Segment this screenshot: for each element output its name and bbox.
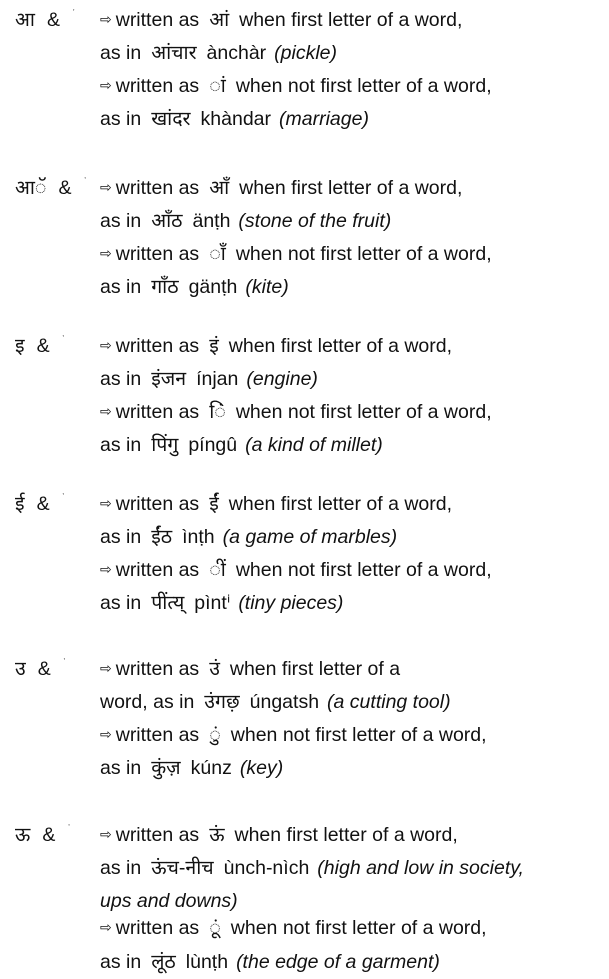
anusvara-dot: ˑ bbox=[83, 173, 87, 187]
vowel-letter: आॅ bbox=[15, 177, 47, 199]
arrow-right-icon: ⇨ bbox=[100, 495, 112, 511]
example-meaning: (a kind of millet) bbox=[245, 434, 383, 456]
arrow-right-icon: ⇨ bbox=[100, 726, 112, 742]
example-prefix: as in bbox=[100, 108, 142, 130]
rule-prefix: written as bbox=[115, 335, 200, 357]
vowel-letter: ऊ bbox=[15, 824, 31, 846]
rule-prefix: written as bbox=[115, 75, 200, 97]
example-first-letter bbox=[100, 690, 451, 714]
example-prefix: as in bbox=[100, 42, 142, 64]
example-devanagari: ईंठ bbox=[151, 526, 173, 548]
nasal-sign: ां bbox=[209, 75, 226, 97]
nasal-sign: इं bbox=[209, 335, 219, 357]
arrow-right-icon: ⇨ bbox=[100, 77, 112, 93]
example-devanagari: इंजन bbox=[151, 368, 187, 390]
example-first-letter bbox=[100, 367, 318, 391]
example-transliteration: kúnz bbox=[190, 757, 232, 779]
rule-not-first-letter bbox=[100, 723, 487, 747]
rule-prefix: written as bbox=[115, 177, 200, 199]
nasal-sign: आँ bbox=[209, 177, 230, 199]
nasal-sign: आं bbox=[209, 9, 230, 31]
example-meaning: (the edge of a garment) bbox=[236, 951, 440, 973]
rule-first-letter bbox=[100, 8, 462, 32]
example-transliteration: pìntⁱ bbox=[194, 592, 231, 614]
example-transliteration: ùnch-nìch bbox=[223, 857, 310, 879]
example-transliteration: khàndar bbox=[200, 108, 272, 130]
rule-not-first-letter bbox=[100, 558, 492, 582]
example-transliteration: úngatsh bbox=[249, 691, 320, 713]
example-meaning: (stone of the fruit) bbox=[238, 210, 392, 232]
arrow-right-icon: ⇨ bbox=[100, 826, 112, 842]
example-first-letter bbox=[100, 209, 391, 233]
vowel-letter-row bbox=[15, 489, 65, 516]
arrow-right-icon: ⇨ bbox=[100, 179, 112, 195]
example-transliteration: gänṭh bbox=[188, 276, 238, 298]
nasal-sign: ीं bbox=[209, 559, 226, 581]
rule-prefix: written as bbox=[115, 824, 200, 846]
nasal-sign: उं bbox=[209, 658, 220, 680]
arrow-right-icon: ⇨ bbox=[100, 660, 112, 676]
rule-prefix: written as bbox=[115, 493, 200, 515]
example-transliteration: änṭh bbox=[192, 210, 231, 232]
vowel-letter: ई bbox=[15, 493, 25, 515]
example-first-letter bbox=[100, 856, 524, 880]
ampersand: & bbox=[46, 9, 60, 31]
example-transliteration: lùnṭh bbox=[185, 951, 229, 973]
arrow-right-icon: ⇨ bbox=[100, 337, 112, 353]
example-first-letter bbox=[100, 41, 337, 65]
rule-not-first-letter bbox=[100, 74, 492, 98]
example-meaning: ups and downs) bbox=[100, 890, 238, 912]
anusvara-dot: ˑ bbox=[61, 331, 65, 345]
rule-suffix: when not first letter of a word, bbox=[230, 917, 487, 939]
example-not-first-letter bbox=[100, 950, 440, 974]
rule-suffix: when first letter of a bbox=[229, 658, 401, 680]
vowel-letter-row bbox=[15, 654, 67, 681]
rule-not-first-letter bbox=[100, 400, 492, 424]
example-prefix: as in bbox=[100, 368, 142, 390]
rule-first-letter bbox=[100, 823, 458, 847]
rule-suffix: when not first letter of a word, bbox=[235, 75, 492, 97]
example-prefix: as in bbox=[100, 592, 142, 614]
rule-suffix: when not first letter of a word, bbox=[230, 724, 487, 746]
example-meaning: (a game of marbles) bbox=[222, 526, 398, 548]
rule-first-letter bbox=[100, 334, 452, 358]
vowel-letter: उ bbox=[15, 658, 26, 680]
example-transliteration: píngû bbox=[188, 434, 238, 456]
example-devanagari: कुंज़ bbox=[151, 757, 181, 779]
example-devanagari: उंगछ़ bbox=[204, 691, 240, 713]
rule-suffix: when not first letter of a word, bbox=[235, 559, 492, 581]
example-devanagari: लूंठ bbox=[151, 951, 176, 973]
vowel-letter-row bbox=[15, 5, 76, 32]
rule-suffix: when first letter of a word, bbox=[228, 493, 453, 515]
example-devanagari: पींत्य् bbox=[151, 592, 185, 614]
anusvara-dot: ˑ bbox=[71, 5, 76, 19]
rule-suffix: when first letter of a word, bbox=[228, 335, 453, 357]
rule-first-letter bbox=[100, 492, 452, 516]
example-prefix: as in bbox=[100, 526, 142, 548]
anusvara-dot: ˑ bbox=[61, 489, 65, 503]
anusvara-dot: ˑ bbox=[62, 654, 67, 668]
example-meaning: (marriage) bbox=[279, 108, 369, 130]
example-first-letter bbox=[100, 525, 397, 549]
example-meaning: (tiny pieces) bbox=[238, 592, 344, 614]
example-devanagari: ऊंच-नीच bbox=[151, 857, 214, 879]
example-devanagari: आँठ bbox=[151, 210, 183, 232]
ampersand: & bbox=[36, 335, 50, 357]
example-prefix: as in bbox=[100, 434, 142, 456]
vowel-letter-row bbox=[15, 331, 65, 358]
ampersand: & bbox=[36, 493, 50, 515]
rule-suffix: when first letter of a word, bbox=[234, 824, 458, 846]
rule-prefix: written as bbox=[115, 559, 200, 581]
example-devanagari: गाँठ bbox=[151, 276, 179, 298]
rule-first-letter bbox=[100, 176, 462, 200]
arrow-right-icon: ⇨ bbox=[100, 561, 112, 577]
example-devanagari: खांदर bbox=[151, 108, 191, 130]
example-prefix: as in bbox=[100, 757, 142, 779]
nasal-sign: ाँ bbox=[209, 243, 226, 265]
vowel-letter: आ bbox=[15, 9, 35, 31]
example-meaning: (pickle) bbox=[274, 42, 338, 64]
ampersand: & bbox=[37, 658, 51, 680]
example-meaning-continuation bbox=[100, 889, 238, 913]
rule-prefix: written as bbox=[115, 917, 200, 939]
rule-prefix: written as bbox=[115, 658, 200, 680]
nasal-sign: ुं bbox=[209, 724, 221, 746]
example-not-first-letter bbox=[100, 591, 343, 615]
example-meaning: (engine) bbox=[246, 368, 318, 390]
example-devanagari: आंचार bbox=[151, 42, 197, 64]
rule-suffix: when not first letter of a word, bbox=[235, 401, 492, 423]
example-devanagari: पिंगु bbox=[151, 434, 179, 456]
example-not-first-letter bbox=[100, 756, 283, 780]
example-meaning: (a cutting tool) bbox=[327, 691, 451, 713]
ampersand: & bbox=[42, 824, 56, 846]
example-transliteration: ìnṭh bbox=[182, 526, 215, 548]
rule-suffix: when not first letter of a word, bbox=[235, 243, 492, 265]
rule-prefix: written as bbox=[115, 724, 200, 746]
rule-first-letter bbox=[100, 657, 400, 681]
rule-suffix: when first letter of a word, bbox=[239, 9, 463, 31]
ampersand: & bbox=[58, 177, 72, 199]
example-prefix: as in bbox=[100, 857, 142, 879]
arrow-right-icon: ⇨ bbox=[100, 403, 112, 419]
arrow-right-icon: ⇨ bbox=[100, 11, 112, 27]
example-prefix: as in bbox=[100, 276, 142, 298]
example-not-first-letter bbox=[100, 275, 289, 299]
example-meaning: (key) bbox=[239, 757, 284, 779]
example-not-first-letter bbox=[100, 107, 369, 131]
nasal-sign: ऊं bbox=[209, 824, 225, 846]
vowel-letter-row bbox=[15, 173, 87, 200]
rule-not-first-letter bbox=[100, 242, 492, 266]
arrow-right-icon: ⇨ bbox=[100, 245, 112, 261]
rule-prefix: written as bbox=[115, 9, 200, 31]
vowel-letter: इ bbox=[15, 335, 25, 357]
anusvara-dot: ˑ bbox=[67, 820, 71, 834]
example-transliteration: ínjan bbox=[196, 368, 239, 390]
example-transliteration: ànchàr bbox=[206, 42, 267, 64]
example-meaning: (kite) bbox=[245, 276, 289, 298]
example-prefix: as in bbox=[100, 210, 142, 232]
nasal-sign: िं bbox=[209, 401, 226, 423]
arrow-right-icon: ⇨ bbox=[100, 919, 112, 935]
rule-prefix: written as bbox=[115, 243, 200, 265]
nasal-sign: ूं bbox=[209, 917, 221, 939]
example-meaning: (high and low in society, bbox=[317, 857, 524, 879]
example-prefix: word, as in bbox=[100, 691, 195, 713]
example-not-first-letter bbox=[100, 433, 383, 457]
rule-suffix: when first letter of a word, bbox=[239, 177, 463, 199]
example-prefix: as in bbox=[100, 951, 142, 973]
rule-not-first-letter bbox=[100, 916, 487, 940]
rule-prefix: written as bbox=[115, 401, 200, 423]
nasal-sign: ईं bbox=[209, 493, 219, 515]
vowel-letter-row bbox=[15, 820, 71, 847]
